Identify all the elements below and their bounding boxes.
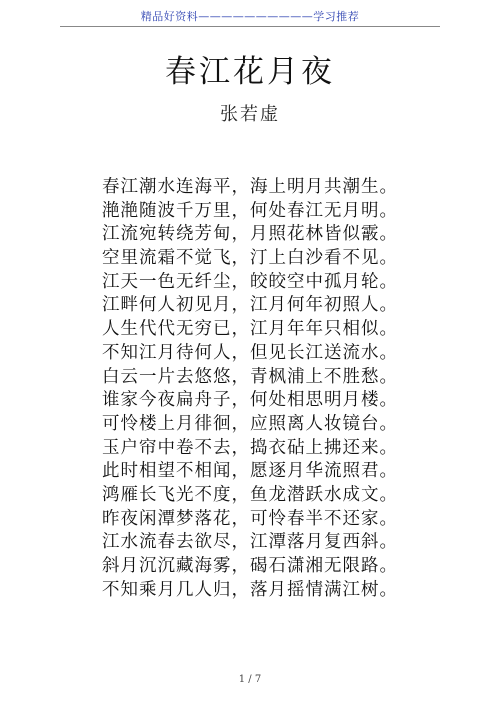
- poem-line: 不知乘月几人归，落月摇情满江树。: [102, 579, 398, 600]
- poem-line: 江畔何人初见月，江月何年初照人。: [102, 295, 398, 316]
- poem-line: 昨夜闲潭梦落花，可怜春半不还家。: [102, 508, 398, 529]
- page-indicator: 1 / 7: [238, 674, 262, 685]
- poem-line: 江水流春去欲尽，江潭落月复西斜。: [102, 532, 398, 553]
- poem-line: 江天一色无纤尘，皎皎空中孤月轮。: [102, 271, 398, 292]
- poem-line: 此时相望不相闻，愿逐月华流照君。: [102, 461, 398, 482]
- poem-line: 谁家今夜扁舟子，何处相思明月楼。: [102, 390, 398, 411]
- poem-line: 不知江月待何人，但见长江送流水。: [102, 342, 398, 363]
- poem-line: 春江潮水连海平，海上明月共潮生。: [102, 177, 398, 197]
- page-header: [0, 8, 500, 24]
- poem-line: 滟滟随波千万里，何处春江无月明。: [102, 200, 398, 221]
- poem-line: 人生代代无穷已，江月年年只相似。: [102, 319, 398, 340]
- header-divider: [60, 26, 440, 27]
- poem-author: 张若虚: [220, 104, 280, 125]
- poem-line: 可怜楼上月徘徊，应照离人妆镜台。: [102, 413, 398, 434]
- poem-line: 白云一片去悠悠，青枫浦上不胜愁。: [102, 366, 398, 387]
- poem-title: 春江花月夜: [165, 54, 335, 90]
- poem-line: 空里流霜不觉飞，汀上白沙看不见。: [102, 248, 398, 269]
- poem-line: 鸿雁长飞光不度，鱼龙潜跃水成文。: [102, 484, 398, 505]
- poem-line: 玉户帘中卷不去，捣衣砧上拂还来。: [102, 437, 398, 458]
- poem-line: 江流宛转绕芳甸，月照花林皆似霰。: [102, 224, 398, 245]
- poem-line: 斜月沉沉藏海雾，碣石潇湘无限路。: [102, 556, 398, 576]
- header-text: 精品好资料——————————学习推荐: [140, 10, 360, 23]
- poem-body: [102, 176, 462, 602]
